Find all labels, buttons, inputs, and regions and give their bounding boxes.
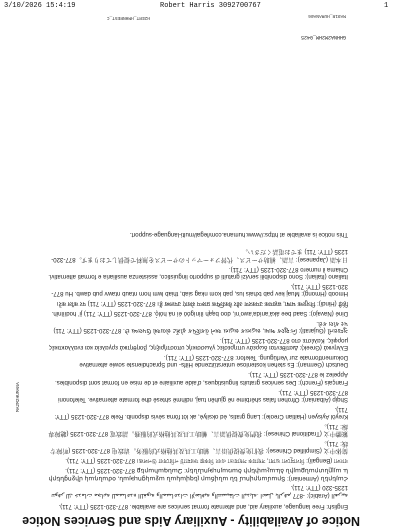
scanned-notice-page: [0, 12, 400, 532]
fax-datetime: 3/10/2026 15:4:19: [4, 2, 76, 10]
language-entry-bengali: বাংলা (Bengali): বিনামূল্যে ভাষা, সহায়ক সহায়তা এবং বিকল্প ফরম্যাট পরিষেবা উপলব্ধ। 877-320-1235 (TTY: 711).: [65, 457, 348, 465]
language-entry-traditional-chinese: 繁體中文 (Traditional Chinese): 我們免費提供語言、輔助工具及其他格式的服務。請致電 877-320-1235 (聽障專線: 711)。: [48, 422, 348, 438]
revision-code: MA91R_HUMANA06: [308, 13, 346, 18]
language-entry-simplified-chinese: 简体中文 (Simplified Chinese): 我们免费提供语言、辅助工具及其他格式的服务。请致电 877-320-1235 (听障专线: 711)。: [50, 440, 348, 455]
language-entry-arabic: العربية (Arabic): تتوفر لك خدمات مجانية للمساعدة اللغوية والمساعدات الإضافية والتنسيقات البديلة. اتصل بالرقم 877-320-1235 (TTY: 711).: [51, 484, 348, 499]
language-entry-hmong: Hmoob (Hmong): Muaj kev pab txhais lus, pab kom nkag siab, thiab lwm hom ntaub ntawv pub dawb. Hu 877-320-1235 (TTY: 711).: [51, 282, 348, 298]
language-entry-french: Français (French): Des services gratuits linguistiques, d’aide auxiliaire et de mise en format sont disponibles. Appelez le 877-320-1235 (TTY: 711).: [55, 371, 348, 386]
language-entry-german: Deutsch (German): Es stehen kostenlose unterstützende Hilfs- und Sprachdienste sowie alternative Dokumentformate zur Verfügung. Telefon: 877-320-1235 (TTY: 711).: [79, 354, 348, 369]
fax-header: [0, 0, 400, 12]
notice-title: Notice of Availability - Auxiliary Aids and Services Notice: [22, 514, 360, 528]
language-entry-hindi: हिंदी (Hindi): निःशुल्क भाषा, सहायक उपकरण और वैकल्पिक प्रारूप सेवाएं उपलब्ध हैं। 877-320-1235 (TTY: 711) पर कॉल करें।: [56, 300, 348, 308]
fax-sender: Robert Harris 3092700767: [160, 2, 261, 10]
language-entry-japanese: 日本語 (Japanese): 言語、補助サービス、代替フォーマットのサービスを無料で提供しております。877-320-1235 (TTY: 711) までお電話ください。: [51, 248, 348, 263]
language-entry-gujarati: ગુજરાતી (Gujarati): નિઃશુલ્ક ભાષા, સહાયક સહાય અને વૈકલ્પિક ફોર્મેટ સેવાઓ ઉપલબ્ધ છે. 877-320-1235 (TTY: 711) પર કૉલ કરો.: [53, 319, 348, 335]
language-entry-english: English: Free language, auxiliary aid, and alternate format services are available. 877-320-1235 (TTY: 711).: [58, 503, 348, 510]
side-margin-mark: MA2M2HUMANA: [16, 382, 21, 412]
language-entry-armenian: Հայերեն (Armenian): Տրամադրվում են անվճար լեզվական աջակցության, օժանդակ միջոցների և այլընտրանքային ձևաչափերի ծառայություններ: Զանգահարեք 877-320-1235 (TTY: 711).: [48, 467, 348, 482]
language-entry-greek: Ελληνικά (Greek): Διατίθενται δωρεάν υπηρεσίες γλωσσικής υποστήριξης, βοηθητικά εργαλεία και εναλλακτικές μορφές. Καλέστε στο 877-320-1235 (TTY: 711).: [48, 337, 348, 352]
language-entry-haitian-creole: Kreyòl Ayisyen (Haitian Creole): Lang gratis, èd oksilyè, ak lòt fòma sèvis disponib. Rele 877-320-1235 (TTY: 711).: [54, 405, 348, 421]
language-entry-albanian: Shqip (Albanian): Ofrohen falas shërbime në gjuhën tuaj, ndihmë shtesë dhe formate alternative. Telefononi 877-320-1235 (TTY: 711).: [58, 388, 348, 403]
language-list: [48, 228, 348, 510]
language-entry-navajo: Diné (Navajo): Saad bee áká’anída’awo’ní, doo bąąh ílínígóó éí ná hólǫ́. 877-320-1235 (TTY: 711) jiʼ hodíílnih.: [51, 309, 348, 317]
availability-disclaimer: This notice is available at https://www.humana.com/legal/multi-language-support.: [129, 231, 348, 239]
language-entry-italian: Italiano (Italian): Sono disponibili servizi gratuiti di supporto linguistico, assistenza ausiliaria e formati alternativi. Chiama il numero 877-320-1235 (TTY: 711).: [48, 265, 348, 280]
form-id: H2ERT_HMHNRE5T_C: [106, 15, 150, 20]
document-reference: GHHNA2M2HM_0425: [300, 34, 346, 40]
fax-page-number: 1: [384, 2, 389, 10]
